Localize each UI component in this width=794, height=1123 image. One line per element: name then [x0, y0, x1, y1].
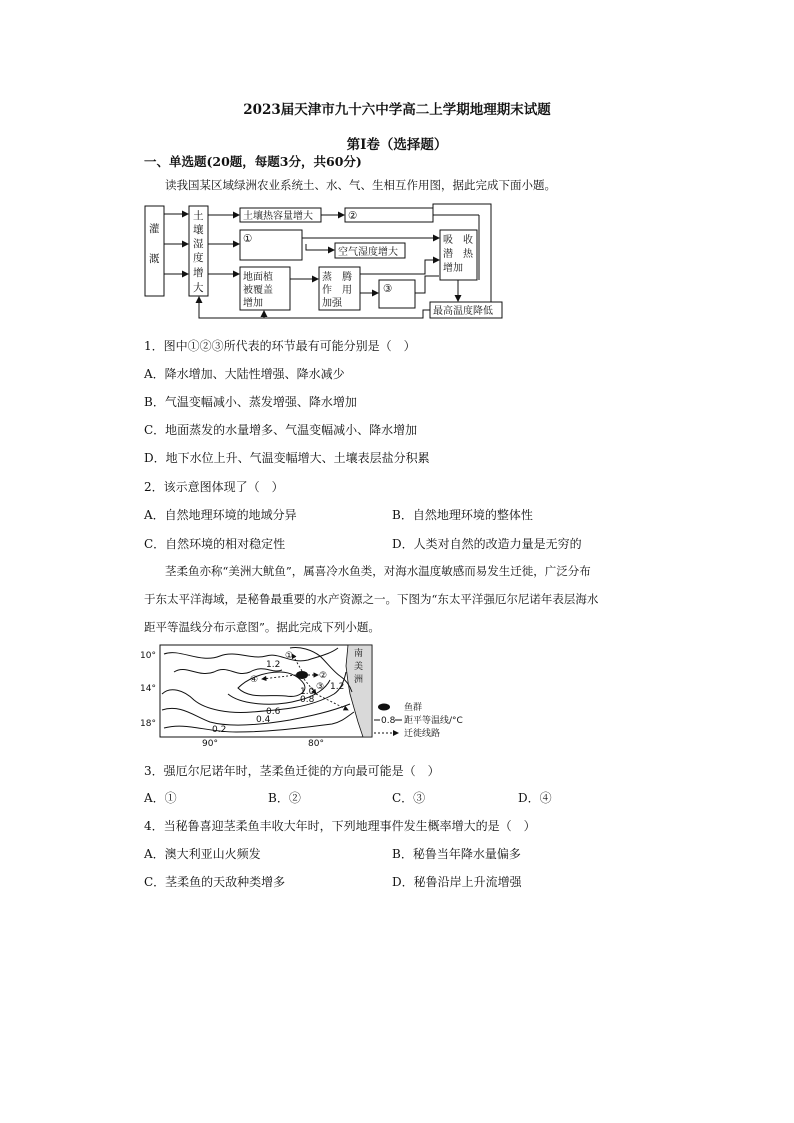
box-1-label: ①	[243, 233, 253, 245]
intro-paragraph-2-line-1: 茎柔鱼亦称“美洲大鱿鱼”，属喜冷水鱼类，对海水温度敏感而易发生迁徙，广泛分布	[165, 564, 591, 578]
contour-label-0.6: 0.6	[266, 707, 281, 717]
q1-option-c[interactable]: C．地面蒸发的水量增多、气温变幅减小、降水增加	[144, 423, 418, 437]
contour-label-0.2: 0.2	[212, 725, 227, 735]
latent-heat-line-3: 增加	[443, 263, 463, 274]
q2-option-b[interactable]: B．自然地理环境的整体性	[392, 508, 533, 522]
heat-capacity-label: 土壤热容量增大	[243, 211, 313, 222]
contour-label-0.4: 0.4	[256, 715, 271, 725]
soil-char-2: 壤	[193, 224, 204, 236]
air-humidity-label: 空气湿度增大	[338, 247, 398, 258]
legend-isotherm-label: 距平等温线/°C	[404, 716, 463, 726]
continent-char-1: 南	[354, 649, 364, 659]
soil-char-6: 大	[193, 282, 204, 294]
continent-char-3: 洲	[354, 675, 364, 685]
q1-option-b[interactable]: B．气温变幅减小、蒸发增强、降水增加	[144, 395, 357, 409]
q3-option-d[interactable]: D．④	[518, 791, 552, 805]
q3-stem: 3．强厄尔尼诺年时，茎柔鱼迁徙的方向最可能是（ ）	[144, 764, 440, 778]
q4-option-a[interactable]: A．澳大利亚山火频发	[144, 847, 261, 861]
transpiration-line-1: 蒸 腾	[322, 272, 352, 283]
latent-heat-line-2: 潜 热	[443, 249, 473, 260]
irrigation-char-1: 灌	[149, 223, 160, 235]
system-flow-diagram	[143, 200, 503, 326]
irrigation-box	[145, 206, 164, 296]
latent-heat-line-1: 吸 收	[443, 235, 473, 246]
lat-label-10: 10°	[140, 651, 156, 661]
route-marker-3: ③	[316, 682, 325, 692]
q4-stem: 4．当秘鲁喜迎茎柔鱼丰收大年时，下列地理事件发生概率增大的是（ ）	[144, 819, 536, 833]
vegetation-line-2: 被覆盖	[243, 285, 273, 296]
vegetation-line-1: 地面植	[243, 272, 273, 283]
lat-label-14: 14°	[140, 684, 156, 694]
max-temp-label: 最高温度降低	[433, 306, 493, 317]
legend-fish-icon	[378, 704, 390, 711]
soil-char-1: 土	[193, 210, 204, 222]
box-3-label: ③	[383, 283, 393, 295]
intro-paragraph-2-line-3: 距平等温线分布示意图”。据此完成下列小题。	[144, 620, 380, 634]
q4-option-b[interactable]: B．秘鲁当年降水量偏多	[392, 847, 521, 861]
contour-label-1.0: 1.0	[300, 687, 315, 697]
contour-label-1.2-east: 1.2	[330, 682, 345, 692]
route-marker-2: ②	[319, 671, 328, 681]
contour-label-0.8: 0.8	[300, 695, 315, 705]
q4-option-d[interactable]: D．秘鲁沿岸上升流增强	[392, 875, 522, 889]
transpiration-line-3: 加强	[322, 298, 342, 309]
route-marker-4: ④	[250, 675, 259, 685]
box-2	[345, 208, 433, 222]
soil-char-5: 增	[193, 267, 204, 279]
q3-option-b[interactable]: B．②	[268, 791, 301, 805]
route-marker-1: ①	[285, 651, 294, 661]
sst-anomaly-map	[140, 642, 480, 750]
contour-label-1.2-west: 1.2	[266, 660, 281, 670]
q1-option-d[interactable]: D．地下水位上升、气温变幅增大、土壤表层盐分积累	[144, 451, 430, 465]
soil-char-4: 度	[193, 252, 204, 264]
section-heading: 一、单选题(20题，每题3分，共60分)	[144, 154, 362, 169]
fish-school-marker	[296, 671, 308, 679]
q2-option-c[interactable]: C．自然环境的相对稳定性	[144, 537, 286, 551]
soil-char-3: 湿	[193, 238, 204, 250]
q1-option-a[interactable]: A．降水增加、大陆性增强、降水减少	[144, 367, 345, 381]
transpiration-line-2: 作 用	[322, 285, 352, 296]
lon-label-80: 80°	[308, 739, 324, 749]
legend-isotherm-value: 0.8	[381, 716, 396, 726]
intro-paragraph-1: 读我国某区域绿洲农业系统土、水、气、生相互作用图，据此完成下面小题。	[165, 178, 556, 192]
legend-fish-label: 鱼群	[404, 703, 423, 713]
continent-char-2: 美	[354, 662, 364, 672]
legend-route-label: 迁徙线路	[404, 729, 441, 739]
q2-stem: 2．该示意图体现了（ ）	[144, 480, 284, 494]
q1-stem: 1．图中①②③所代表的环节最有可能分别是（ ）	[144, 339, 416, 353]
q2-option-a[interactable]: A．自然地理环境的地域分异	[144, 508, 297, 522]
volume-title: 第Ⅰ卷（选择题）	[346, 137, 448, 153]
irrigation-char-2: 溉	[149, 253, 160, 265]
q3-option-a[interactable]: A．①	[144, 791, 177, 805]
q4-option-c[interactable]: C．茎柔鱼的天敌种类增多	[144, 875, 286, 889]
intro-paragraph-2-line-2: 于东太平洋海域，是秘鲁最重要的水产资源之一。下图为“东太平洋强厄尔尼诺年表层海水	[144, 592, 599, 606]
lon-label-90: 90°	[202, 739, 218, 749]
box-2-label: ②	[348, 210, 358, 222]
page-title: 2023届天津市九十六中学高二上学期地理期末试题	[243, 102, 551, 118]
q2-option-d[interactable]: D．人类对自然的改造力量是无穷的	[392, 537, 582, 551]
q3-option-c[interactable]: C．③	[392, 791, 426, 805]
lat-label-18: 18°	[140, 719, 156, 729]
map-legend	[374, 701, 463, 739]
vegetation-line-3: 增加	[243, 298, 263, 309]
